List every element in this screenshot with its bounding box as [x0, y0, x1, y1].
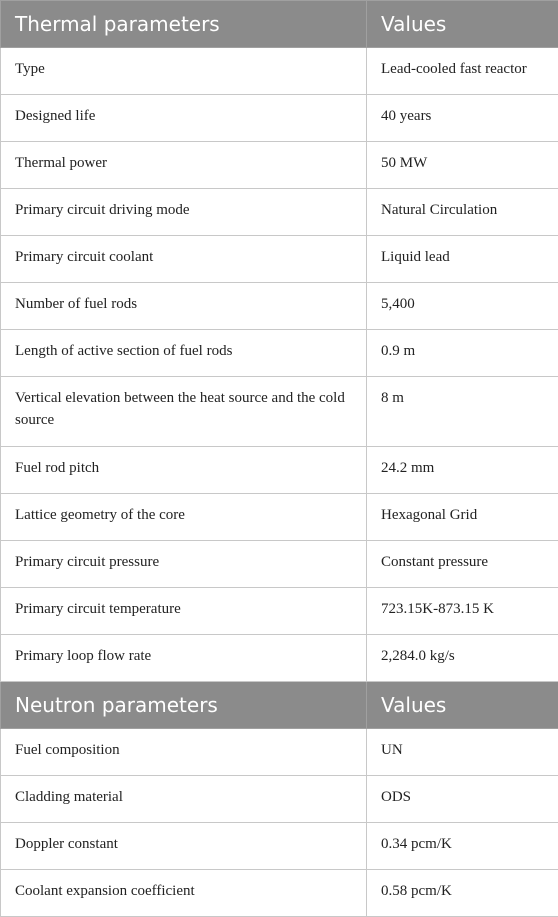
parameter-cell: Cladding material [1, 776, 367, 823]
value-cell: 2,284.0 kg/s [367, 635, 558, 682]
section-header-row [1, 682, 558, 729]
parameter-cell: Primary circuit pressure [1, 541, 367, 588]
table-row [1, 776, 558, 823]
value-cell: 5,400 [367, 283, 558, 330]
value-cell: 24.2 mm [367, 447, 558, 494]
parameter-cell: Primary circuit coolant [1, 236, 367, 283]
table-row [1, 48, 558, 95]
value-cell: Hexagonal Grid [367, 494, 558, 541]
parameter-cell: Coolant expansion coefficient [1, 870, 367, 917]
value-cell: 0.58 pcm/K [367, 870, 558, 917]
table-row [1, 142, 558, 189]
parameter-cell: Thermal power [1, 142, 367, 189]
parameter-cell: Primary loop flow rate [1, 635, 367, 682]
value-cell: Lead-cooled fast reactor [367, 48, 558, 95]
table-row [1, 588, 558, 635]
parameter-cell: Doppler constant [1, 823, 367, 870]
section-header-values: Values [367, 682, 558, 729]
parameters-table-body [1, 1, 558, 917]
value-cell: UN [367, 729, 558, 776]
parameter-cell: Length of active section of fuel rods [1, 330, 367, 377]
section-header-row [1, 1, 558, 48]
table-row [1, 494, 558, 541]
value-cell: 0.34 pcm/K [367, 823, 558, 870]
parameter-cell: Fuel composition [1, 729, 367, 776]
value-cell: 40 years [367, 95, 558, 142]
table-row [1, 189, 558, 236]
table-row [1, 283, 558, 330]
table-row [1, 377, 558, 447]
value-cell: Liquid lead [367, 236, 558, 283]
table-row [1, 729, 558, 776]
section-header-parameter: Thermal parameters [1, 1, 367, 48]
value-cell: Constant pressure [367, 541, 558, 588]
table-row [1, 870, 558, 917]
table-row [1, 823, 558, 870]
value-cell: 0.9 m [367, 330, 558, 377]
value-cell: 8 m [367, 377, 558, 447]
value-cell: 50 MW [367, 142, 558, 189]
value-cell: 723.15K-873.15 K [367, 588, 558, 635]
section-header-values: Values [367, 1, 558, 48]
parameter-cell: Designed life [1, 95, 367, 142]
parameter-cell: Type [1, 48, 367, 95]
table-row [1, 95, 558, 142]
parameter-cell: Primary circuit driving mode [1, 189, 367, 236]
parameter-cell: Vertical elevation between the heat source and the cold source [1, 377, 367, 447]
parameter-cell: Primary circuit temperature [1, 588, 367, 635]
value-cell: Natural Circulation [367, 189, 558, 236]
table-row [1, 236, 558, 283]
table-row [1, 447, 558, 494]
parameter-cell: Number of fuel rods [1, 283, 367, 330]
section-header-parameter: Neutron parameters [1, 682, 367, 729]
table-row [1, 541, 558, 588]
table-row [1, 635, 558, 682]
parameter-cell: Fuel rod pitch [1, 447, 367, 494]
parameter-cell: Lattice geometry of the core [1, 494, 367, 541]
value-cell: ODS [367, 776, 558, 823]
table-row [1, 330, 558, 377]
